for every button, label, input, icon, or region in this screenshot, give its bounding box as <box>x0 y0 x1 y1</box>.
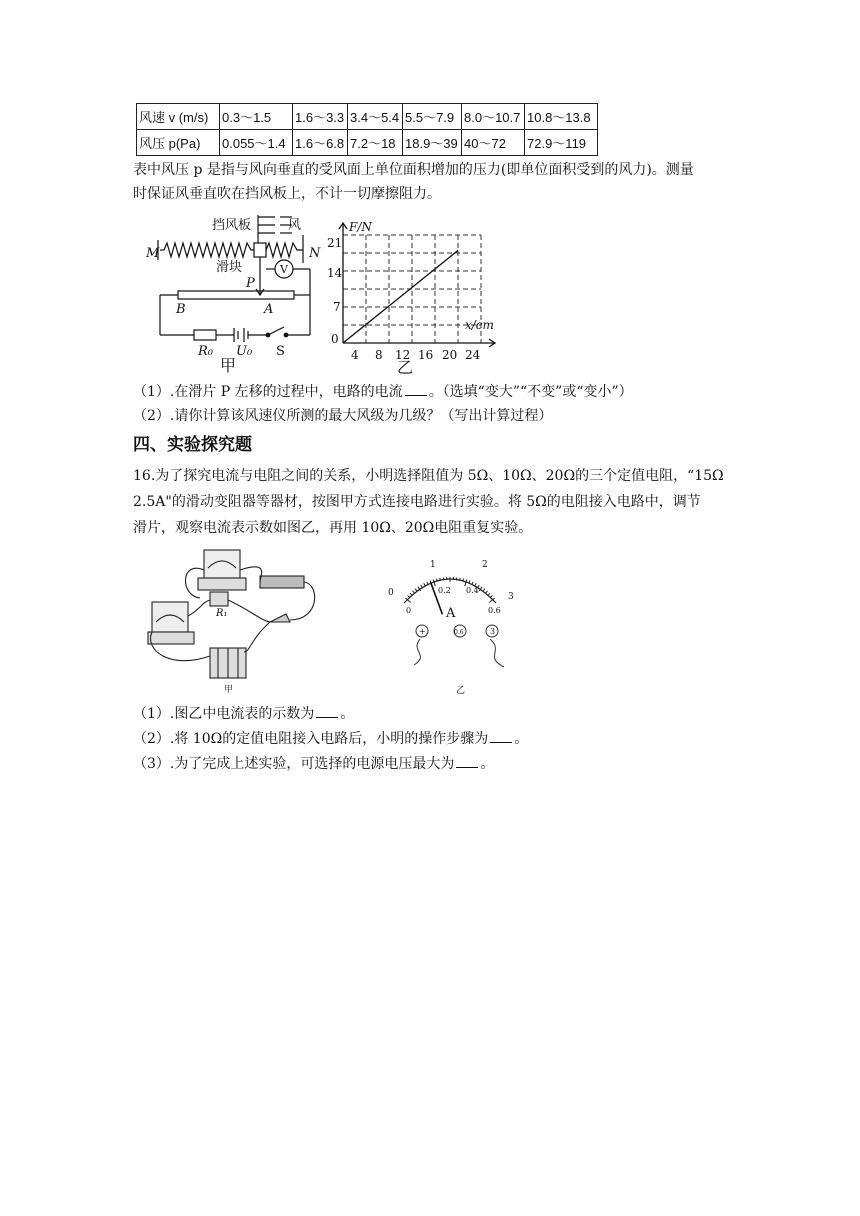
scale-tick <box>490 595 492 597</box>
row-label: 风速 v (m/s) <box>137 104 220 130</box>
scale-bottom-label: 0.6 <box>488 606 501 615</box>
x-tick-label: 20 <box>442 348 458 362</box>
paragraph-line: 滑片，观察电流表示数如图乙，再用 10Ω、20Ω电阻重复实验。 <box>133 520 533 536</box>
u0-label: U₀ <box>236 344 253 359</box>
table-cell: 0.3～1.5 <box>220 104 293 130</box>
question-line: （2）.请你计算该风速仪所测的最大风级为几级？（写出计算过程） <box>133 408 553 424</box>
x-tick-label: 12 <box>395 348 411 362</box>
scale-bottom-label: 0 <box>406 606 412 615</box>
scale-top-label: 0 <box>388 588 394 598</box>
point-b-label: B <box>176 302 186 317</box>
question-period: 。 <box>340 706 355 722</box>
question-line <box>133 382 633 402</box>
paragraph-line: 时保证风垂直吹在挡风板上，不计一切摩擦阻力。 <box>133 186 441 202</box>
question-line <box>133 704 354 724</box>
paragraph-line: 2.5A"的滑动变阻器等器材，按图甲方式连接电路进行实验。将 5Ω的电阻接入电路中，调节 <box>133 494 701 510</box>
switch-label: S <box>276 344 285 359</box>
scale-bottom-label: 0.2 <box>438 586 451 595</box>
question-line <box>133 729 528 749</box>
scale-tick <box>460 578 461 581</box>
origin-label: 0 <box>331 332 339 346</box>
table-cell: 72.9～119 <box>525 130 598 156</box>
question-period: 。 <box>480 756 495 772</box>
scale-tick <box>421 585 423 588</box>
scale-tick <box>488 593 490 595</box>
scale-tick <box>437 579 438 582</box>
question-period: 。 <box>514 731 529 747</box>
figure-caption: 乙 <box>456 686 466 695</box>
answer-blank[interactable] <box>405 395 427 396</box>
table-cell: 40～72 <box>462 130 525 156</box>
y-tick-label: 21 <box>327 236 343 250</box>
scale-tick <box>410 593 412 595</box>
table-cell: 10.8～13.8 <box>525 104 598 130</box>
x-tick-label: 16 <box>418 348 434 362</box>
terminal-label: 3 <box>490 627 496 636</box>
y-tick-label: 7 <box>333 300 341 314</box>
paragraph-line: 表中风压 p 是指与风向垂直的受风面上单位面积增加的压力(即单位面积受到的风力)。测量 <box>133 162 694 178</box>
terminal-label: + <box>419 627 426 636</box>
answer-blank[interactable] <box>490 742 512 743</box>
slider-label: 滑块 <box>216 260 243 275</box>
force-displacement-graph <box>325 215 505 375</box>
scale-tick <box>440 578 441 581</box>
voltmeter-label: V <box>280 263 288 276</box>
terminal-label: 0.6 <box>454 629 464 636</box>
scale-top-label: 3 <box>508 592 514 602</box>
question-text: （1）.在滑片 P 左移的过程中，电路的电流 <box>133 384 403 400</box>
scale-top-label: 2 <box>482 560 488 570</box>
figure-caption: 甲 <box>224 685 234 695</box>
scale-tick <box>415 589 417 591</box>
table-cell: 3.4～5.4 <box>348 104 403 130</box>
scale-tick <box>427 582 428 585</box>
scale-tick <box>424 583 425 586</box>
point-m-label: M <box>146 246 160 261</box>
scale-tick <box>483 589 485 591</box>
x-axis-label: x/cm <box>465 318 494 332</box>
scale-tick <box>486 591 488 593</box>
paragraph-line: 16.为了探究电流与电阻之间的关系，小明选择阻值为 5Ω、10Ω、20Ω的三个定值电阻，“15Ω <box>133 468 724 484</box>
table-cell: 5.5～7.9 <box>403 104 462 130</box>
ammeter-dial-figure <box>380 555 520 695</box>
figure-caption: 甲 <box>220 356 237 375</box>
table-cell: 7.2～18 <box>348 130 403 156</box>
answer-blank[interactable] <box>456 767 478 768</box>
scale-tick <box>433 579 435 586</box>
scale-tick <box>463 579 464 582</box>
question-text: （1）.图乙中电流表的示数为 <box>133 706 315 722</box>
answer-blank[interactable] <box>316 717 338 718</box>
scale-top-label: 1 <box>430 560 436 570</box>
experiment-apparatus-figure <box>140 540 340 700</box>
section-heading: 四、实验探究题 <box>133 435 252 454</box>
wind-pressure-table <box>136 103 598 156</box>
question-text: （3）.为了完成上述实验，可选择的电源电压最大为 <box>133 756 455 772</box>
question-line <box>133 754 494 774</box>
table-row <box>137 104 598 130</box>
figure-caption: 乙 <box>397 358 414 375</box>
board-label: 挡风板 <box>212 218 252 233</box>
point-a-label: A <box>264 302 274 317</box>
table-row <box>137 130 598 156</box>
wind-gauge-circuit-figure <box>140 205 330 375</box>
table-cell: 1.6～3.3 <box>293 104 348 130</box>
y-tick-label: 14 <box>327 266 343 280</box>
x-tick-label: 24 <box>465 348 481 362</box>
scale-tick <box>408 595 410 597</box>
series-line <box>343 250 458 343</box>
table-cell: 18.9～39 <box>403 130 462 156</box>
scale-tick <box>412 591 414 593</box>
table-cell: 1.6～6.8 <box>293 130 348 156</box>
row-label: 风压 p(Pa) <box>137 130 220 156</box>
scale-tick <box>472 582 473 585</box>
table-cell: 8.0～10.7 <box>462 104 525 130</box>
question-text: （2）.将 10Ω的定值电阻接入电路后，小明的操作步骤为 <box>133 731 489 747</box>
y-axis-label: F/N <box>349 220 372 234</box>
point-n-label: N <box>309 246 321 261</box>
wind-label: 风 <box>288 218 302 233</box>
point-p-label: P <box>246 276 255 291</box>
r1-label: R₁ <box>216 608 228 619</box>
r0-label: R₀ <box>198 344 213 359</box>
question-text: 。（选填“变大”“不变”或“变小”） <box>428 384 633 400</box>
x-tick-label: 8 <box>375 348 383 362</box>
unit-label: A <box>446 606 456 621</box>
scale-bottom-label: 0.4 <box>466 586 479 595</box>
x-tick-label: 4 <box>351 348 359 362</box>
table-cell: 0.055～1.4 <box>220 130 293 156</box>
